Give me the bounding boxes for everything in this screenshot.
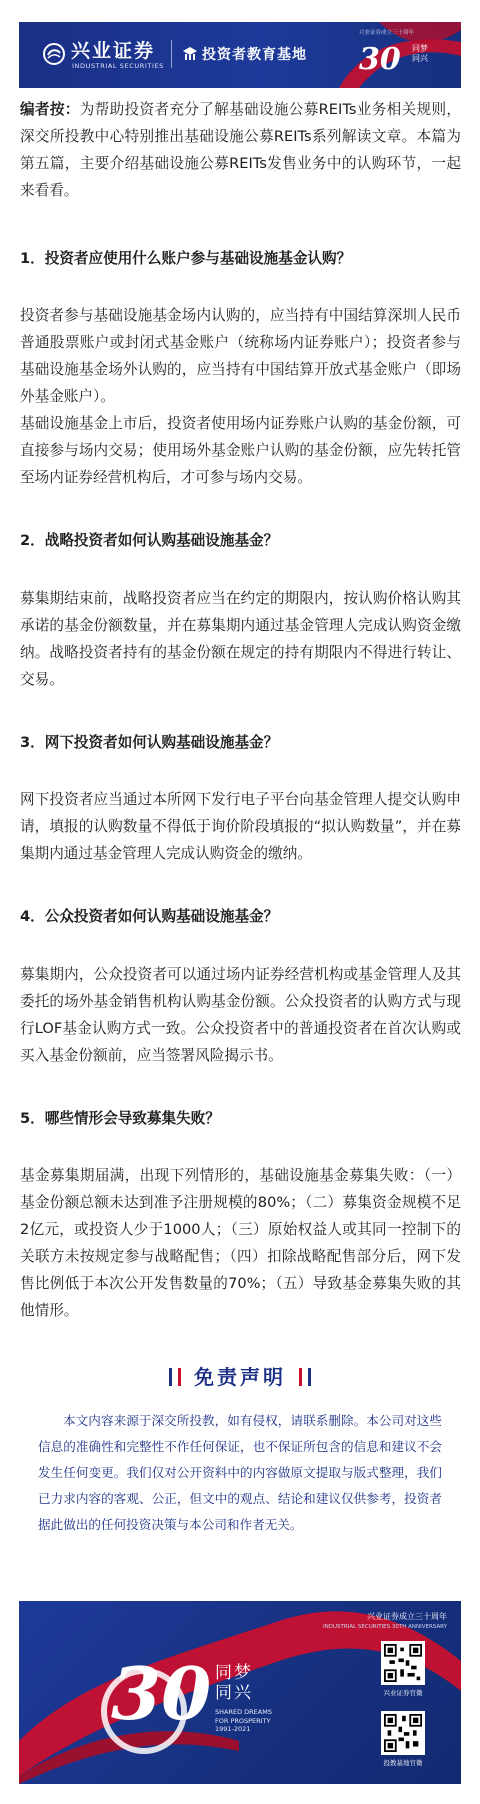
footer-anniversary-en: INDUSTRIAL SECURITIES 30TH ANNIVERSARY <box>323 1624 447 1630</box>
question-3-heading: 3．网下投资者如何认购基础设施基金？ <box>20 734 279 751</box>
qr-code-label-2: 投教基地官微 <box>383 1759 423 1767</box>
title-bar-right <box>308 1368 311 1386</box>
education-base-icon <box>182 46 198 62</box>
title-bar-left <box>169 1368 172 1386</box>
brand-name-english: INDUSTRIAL SECURITIES <box>72 62 164 70</box>
slogan-line-1: 同梦 <box>412 44 428 53</box>
footer-slogan <box>215 1663 253 1703</box>
slogan-line-2: 同兴 <box>412 54 428 63</box>
header-divider <box>171 40 172 68</box>
editor-note-text: 为帮助投资者充分了解基础设施公募REITs业务相关规则，深交所投教中心特别推出基础设施公募REITs系列解读文章。本篇为第五篇，主要介绍基础设施公募REITs发售业务中的认购环节，一起来看看。 <box>20 101 461 199</box>
anniversary-number: 30 <box>359 42 401 77</box>
footer-anniversary-number: 30 <box>111 1651 212 1736</box>
answer-3-paragraph: 网下投资者应当通过本所网下发行电子平台向基金管理人提交认购申请，填报的认购数量不得低于询价阶段填报的“拟认购数量”，并在募集期内通过基金管理人完成认购资金的缴纳。 <box>20 791 461 862</box>
answer-1-paragraph-2: 基础设施基金上市后，投资者使用场内证券账户认购的基金份额，可直接参与场内交易；使用场外基金账户认购的基金份额，应先转托管至场内证券经营机构后，才可参与场内交易。 <box>20 415 461 486</box>
editor-note <box>20 96 461 204</box>
disclaimer-text <box>38 1408 442 1538</box>
footer-en-line-2: FOR PROSPERITY <box>215 1716 271 1725</box>
question-2-heading: 2．战略投资者如何认购基础设施基金？ <box>20 532 279 549</box>
disclaimer-body: 本文内容来源于深交所投教，如有侵权，请联系删除。本公司对这些信息的准确性和完整性不作任何保证，也不保证所包含的信息和建议不会发生任何变更。我们仅对公开资料中的内容做原文提取与版式整理，我们已力求内容的客观、公正，但文中的观点、结论和建议仅供参考，投资者据此做出的任何投资决策与本公司和作者无关。 <box>38 1413 442 1532</box>
footer-years: 1991-2021 <box>215 1725 251 1733</box>
qr-code-education-base[interactable] <box>381 1711 425 1755</box>
footer-slogan-english <box>215 1708 272 1734</box>
qr-code-label-1: 兴业证券官微 <box>383 1689 423 1697</box>
header-banner <box>19 22 461 88</box>
answer-5-paragraph: 基金募集期届满，出现下列情形的，基础设施基金募集失败：（一）基金份额总额未达到准予注册规模的80%；（二）募集资金规模不足2亿元，或投资人少于1000人；（三）原始权益人或其同一控制下的关联方未按规定参与战略配售；（四）扣除战略配售部分后，网下发售比例低于本次公开发售数量的70%；（五）导致基金募集失败的其他情形。 <box>20 1167 461 1319</box>
brand-name: 兴业证券 <box>71 40 156 62</box>
qr-code-wechat-official[interactable] <box>381 1641 425 1685</box>
anniversary-slogan <box>412 44 428 64</box>
footer-anniversary-cn: 兴业证券成立三十周年 <box>367 1612 447 1621</box>
footer-slogan-line-2: 同兴 <box>215 1683 253 1703</box>
answer-2-paragraph: 募集期结束前，战略投资者应当在约定的期限内，按认购价格认购其承诺的基金份额数量，并在募集期内通过基金管理人完成认购资金缴纳。战略投资者持有的基金份额在规定的持有期限内不得进行转让、交易。 <box>20 590 461 688</box>
footer-banner <box>19 1601 461 1784</box>
question-1-heading: 1．投资者应使用什么账户参与基础设施基金认购？ <box>20 250 352 267</box>
title-bar-right-accent <box>299 1368 302 1386</box>
editor-note-label: 编者按： <box>20 101 80 118</box>
disclaimer-title-text: 免责声明 <box>194 1365 286 1389</box>
answer-4-paragraph: 募集期内，公众投资者可以通过场内证券经营机构或基金管理人及其委托的场外基金销售机构认购基金份额。公众投资者的认购方式与现行LOF基金认购方式一致。公众投资者中的普通投资者在首次认购或买入基金份额前，应当签署风险揭示书。 <box>20 966 461 1064</box>
answer-1-paragraph-1: 投资者参与基础设施基金场内认购的，应当持有中国结算深圳人民币普通股票账户或封闭式基金账户（统称场内证券账户）；投资者参与基础设施基金场外认购的，应当持有中国结算开放式基金账户（即场外基金账户）。 <box>20 307 461 405</box>
anniversary-note: 兴业证券成立三十周年 <box>359 30 415 36</box>
disclaimer-title <box>0 1361 480 1390</box>
education-base-title: 投资者教育基地 <box>202 47 307 63</box>
qr-code-icon <box>384 1714 422 1752</box>
question-4-heading: 4．公众投资者如何认购基础设施基金？ <box>20 908 279 925</box>
brand-logo-icon <box>43 43 65 65</box>
footer-anniversary-caption <box>323 1611 447 1633</box>
footer-slogan-line-1: 同梦 <box>215 1663 253 1683</box>
footer-en-line-1: SHARED DREAMS <box>215 1708 272 1716</box>
title-bar-left-accent <box>178 1368 181 1386</box>
qr-code-icon <box>384 1644 422 1682</box>
question-5-heading: 5．哪些情形会导致募集失败？ <box>20 1110 220 1127</box>
